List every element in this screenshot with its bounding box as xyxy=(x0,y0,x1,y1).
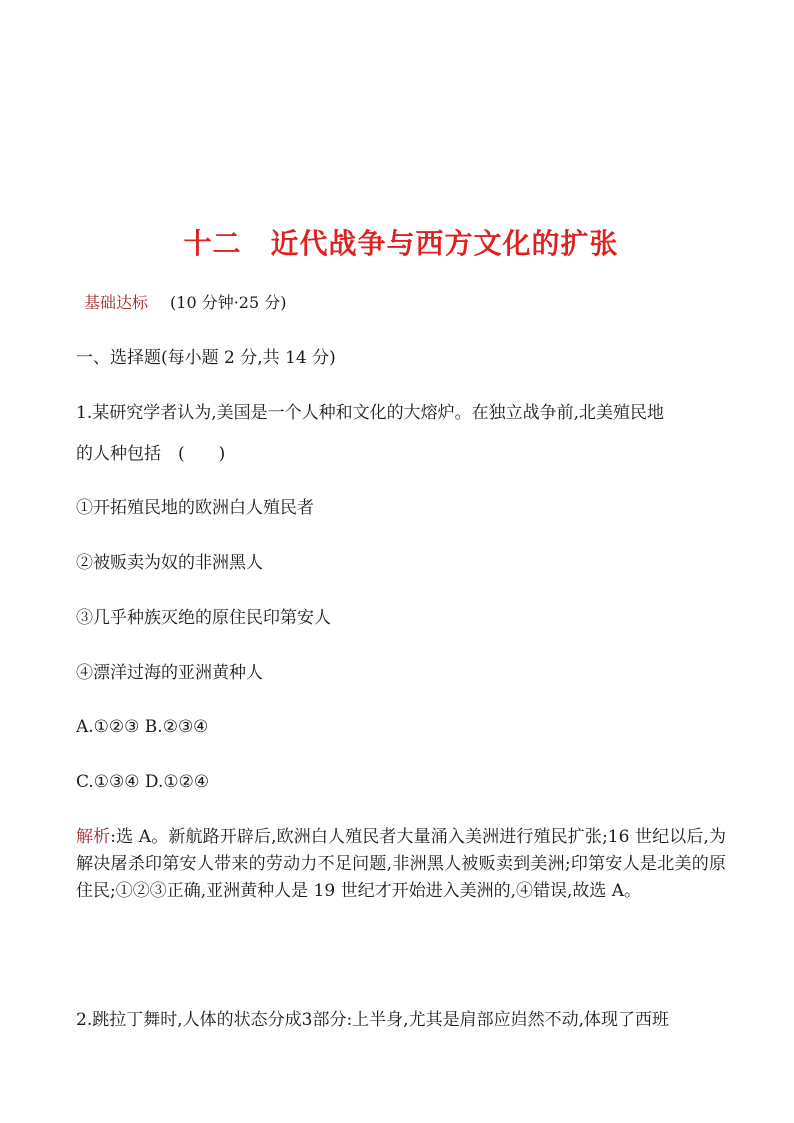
question-1-item-2: ②被贩卖为奴的非洲黑人 xyxy=(76,553,263,573)
question-1-options-line-2: C.①③④ D.①②④ xyxy=(76,772,210,792)
section-header xyxy=(76,292,286,314)
document-page xyxy=(76,0,726,1123)
question-1-item-1: ①开拓殖民地的欧洲白人殖民者 xyxy=(76,498,314,518)
question-1-stem-line-2: 的人种包括 ( ) xyxy=(76,444,226,464)
analysis-label: 解析 xyxy=(76,827,111,847)
question-1-options-line-1: A.①②③ B.②③④ xyxy=(76,717,209,737)
part-heading: 一、选择题(每小题 2 分,共 14 分) xyxy=(76,348,336,368)
section-time: (10 分钟·25 分) xyxy=(170,293,287,312)
question-1-item-4: ④漂洋过海的亚洲黄种人 xyxy=(76,663,263,683)
section-tag: 基础达标 xyxy=(84,293,149,312)
question-1-analysis xyxy=(76,824,726,905)
page-title: 十二 近代战争与西方文化的扩张 xyxy=(183,227,619,260)
question-1-item-3: ③几乎种族灭绝的原住民印第安人 xyxy=(76,608,331,628)
question-1-stem-line-1: 1.某研究学者认为,美国是一个人种和文化的大熔炉。在独立战争前,北美殖民地 xyxy=(76,403,665,423)
analysis-text: :选 A。新航路开辟后,欧洲白人殖民者大量涌入美洲进行殖民扩张;16 世纪以后,为解决屠杀印第安人带来的劳动力不足问题,非洲黑人被贩卖到美洲;印第安人是北美的原住民;①②③正确,亚洲黄种人是 19 世纪才开始进入美洲的,④错误,故选 A。 xyxy=(76,827,727,901)
question-2-stem-line-1: 2.跳拉丁舞时,人体的状态分成3部分:上半身,尤其是肩部应岿然不动,体现了西班 xyxy=(76,1010,669,1030)
